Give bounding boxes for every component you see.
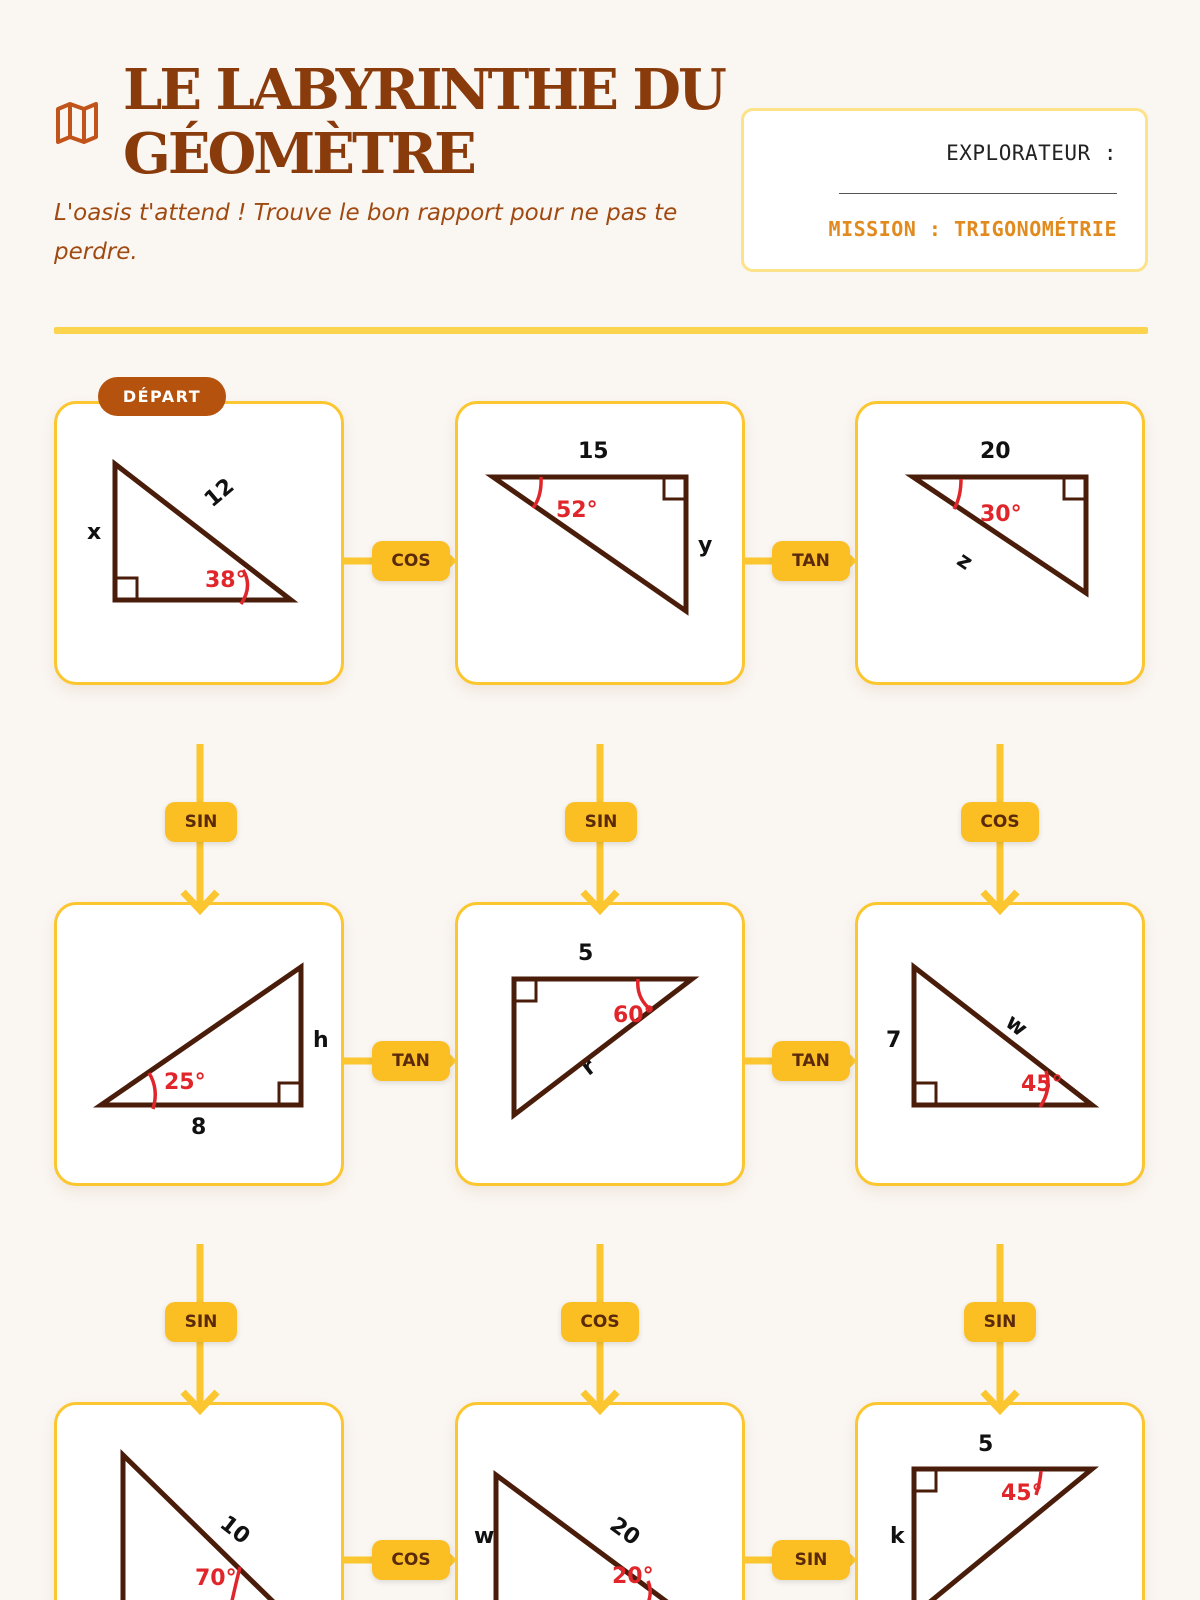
explorer-label: EXPLORATEUR : bbox=[946, 141, 1117, 165]
v-connector-1-1-label[interactable]: SIN bbox=[165, 802, 237, 842]
h-connector-1-1-label[interactable]: COS bbox=[372, 541, 450, 581]
cell-5-angle: 60° bbox=[613, 1003, 655, 1028]
maze-cell-5[interactable] bbox=[455, 902, 745, 1186]
cell-4-angle: 25° bbox=[164, 1070, 206, 1095]
cell-4-side-a: h bbox=[313, 1028, 329, 1053]
triangle-6 bbox=[858, 905, 1142, 1183]
header-divider bbox=[54, 327, 1148, 334]
cell-1-side-b: 12 bbox=[199, 473, 240, 513]
cell-7-angle: 70° bbox=[195, 1566, 237, 1591]
maze-cell-2[interactable] bbox=[455, 401, 745, 685]
cell-6-side-b: w bbox=[1000, 1009, 1032, 1043]
explorer-name-line[interactable] bbox=[839, 193, 1117, 194]
cell-3-angle: 30° bbox=[980, 502, 1022, 527]
v-connector-1-3-label[interactable]: COS bbox=[961, 802, 1039, 842]
h-connector-3-2-label[interactable]: SIN bbox=[772, 1540, 850, 1580]
cell-8-side-b: 20 bbox=[604, 1512, 645, 1551]
maze-cell-4[interactable] bbox=[54, 902, 344, 1186]
cell-2-side-b: y bbox=[698, 533, 713, 558]
cell-5-side-b: r bbox=[576, 1054, 601, 1081]
v-connector-2-1-label[interactable]: SIN bbox=[165, 1302, 237, 1342]
cell-2-side-a: 15 bbox=[578, 439, 609, 464]
h-connector-3-1-label[interactable]: COS bbox=[372, 1540, 450, 1580]
maze-cell-6[interactable] bbox=[855, 902, 1145, 1186]
triangle-3 bbox=[858, 404, 1142, 682]
h-connector-2-2-label[interactable]: TAN bbox=[772, 1041, 850, 1081]
cell-7-side-a: 10 bbox=[214, 1511, 255, 1550]
page-title: LE LABYRINTHE DU GÉOMÈTRE bbox=[123, 57, 724, 187]
map-icon bbox=[54, 100, 100, 146]
cell-1-side-a: x bbox=[87, 520, 102, 545]
cell-9-side-b: k bbox=[890, 1524, 905, 1549]
v-connector-2-2-label[interactable]: COS bbox=[561, 1302, 639, 1342]
cell-9-side-a: 5 bbox=[978, 1432, 994, 1457]
cell-9-angle: 45° bbox=[1001, 1481, 1043, 1506]
explorer-card bbox=[741, 108, 1148, 272]
maze-cell-7[interactable] bbox=[54, 1402, 344, 1600]
maze-cell-3[interactable] bbox=[855, 401, 1145, 685]
start-badge: DÉPART bbox=[98, 377, 226, 416]
h-connector-2-1-label[interactable]: TAN bbox=[372, 1041, 450, 1081]
triangle-4 bbox=[57, 905, 341, 1183]
cell-5-side-a: 5 bbox=[578, 941, 594, 966]
maze-cell-8[interactable] bbox=[455, 1402, 745, 1600]
cell-4-side-b: 8 bbox=[191, 1115, 207, 1140]
triangle-8 bbox=[458, 1405, 742, 1600]
cell-1-angle: 38° bbox=[205, 568, 247, 593]
triangle-1 bbox=[57, 404, 341, 682]
cell-3-side-b: z bbox=[952, 547, 977, 576]
v-connector-2-3-label[interactable]: SIN bbox=[964, 1302, 1036, 1342]
cell-6-side-a: 7 bbox=[886, 1028, 902, 1053]
triangle-9 bbox=[858, 1405, 1142, 1600]
header bbox=[54, 58, 1148, 278]
maze-cell-1[interactable] bbox=[54, 401, 344, 685]
h-connector-1-2-label[interactable]: TAN bbox=[772, 541, 850, 581]
maze-cell-9[interactable] bbox=[855, 1402, 1145, 1600]
triangle-7 bbox=[57, 1405, 341, 1600]
v-connector-1-2-label[interactable]: SIN bbox=[565, 802, 637, 842]
page-subtitle: L'oasis t'attend ! Trouve le bon rapport pour ne pas te perdre. bbox=[54, 200, 678, 265]
mission-label: MISSION : TRIGONOMÉTRIE bbox=[828, 217, 1117, 241]
triangle-5 bbox=[458, 905, 742, 1183]
triangle-2 bbox=[458, 404, 742, 682]
cell-3-side-a: 20 bbox=[980, 439, 1011, 464]
cell-8-angle: 20° bbox=[612, 1564, 654, 1589]
cell-2-angle: 52° bbox=[556, 498, 598, 523]
cell-8-side-a: w bbox=[474, 1524, 495, 1549]
cell-6-angle: 45° bbox=[1021, 1072, 1063, 1097]
